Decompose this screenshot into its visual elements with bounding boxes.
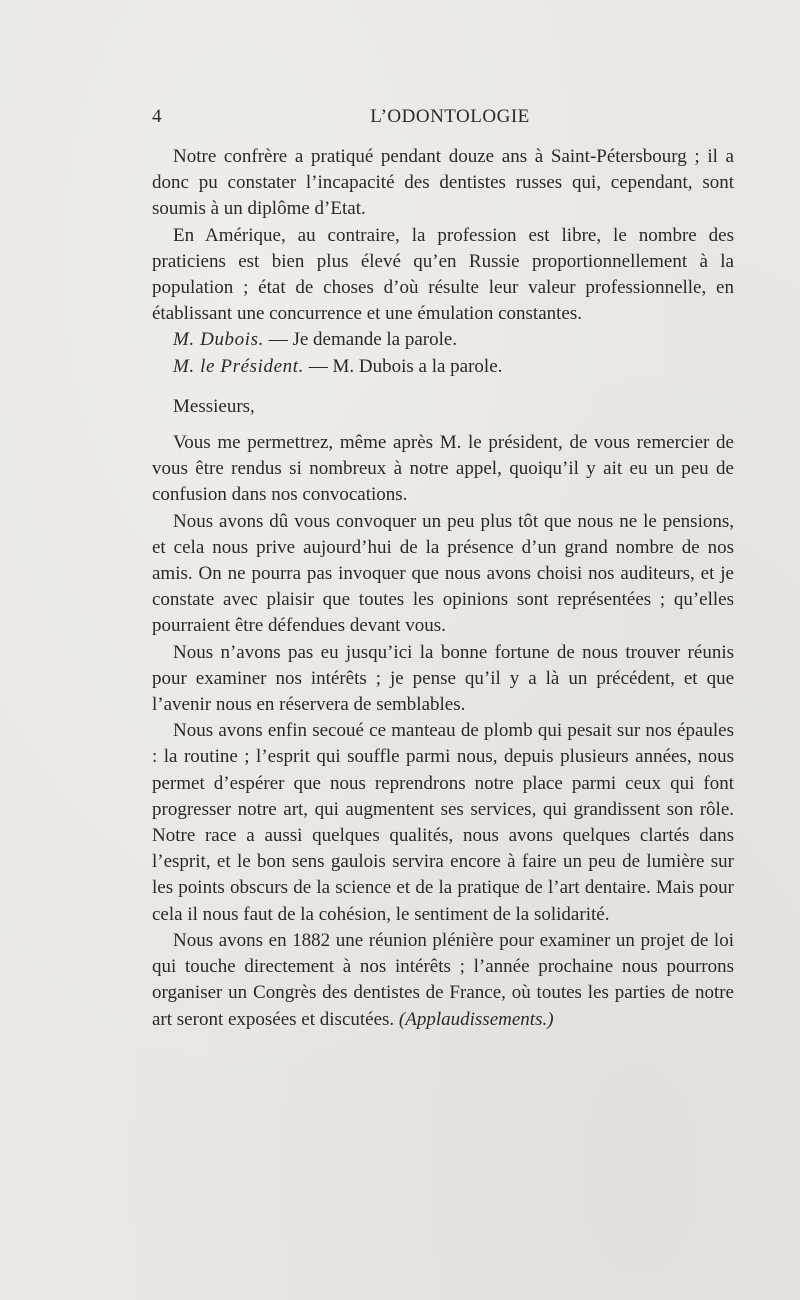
speech-paragraph: Vous me permettrez, même après M. le président, de vous remercier de vous être rendus si nombreux à notre appel, quoiqu’il y ait eu un peu de confusion dans nos convocations.: [152, 432, 734, 506]
speech-paragraph: Nous avons enfin secoué ce manteau de plomb qui pesait sur nos épaules : la routine ; l’esprit qui souffle parmi nous, depuis plusieurs années, nous permet d’espérer que nous reprendrons notre place parmi ceux qui font progresser notre art, qui augmentent ses services, qui grandissent son rôle. Notre race a aussi quelques qualités, nous avons quelques clartés dans l’esprit, et le bon sens gaulois servira encore à faire un peu de lumière sur les points obscurs de la science et de la pratique de l’art dentaire. Mais pour cela il nous faut de la cohésion, le sentiment de la solidarité.: [152, 720, 734, 925]
paragraph: En Amérique, au contraire, la profession est libre, le nombre des praticiens est bien plus élevé qu’en Russie proportionnellement à la population ; état de choses d’où résulte leur valeur professionnelle, en établissant une concurrence et une émulation constantes.: [152, 224, 734, 325]
paragraph: Notre confrère a pratiqué pendant douze ans à Saint-Pétersbourg ; il a donc pu constater l’incapacité des dentistes russes qui, cependant, sont soumis à un diplôme d’Etat.: [152, 146, 734, 220]
speaker-text: — M. Dubois a la parole.: [303, 355, 503, 377]
speaker-name: M. Dubois.: [173, 329, 264, 351]
speaker-name: M. le Président.: [173, 355, 304, 377]
speech-paragraph: Nous n’avons pas eu jusqu’ici la bonne fortune de nous trouver réunis pour examiner nos intérêts ; je pense qu’il y a là un précédent, et que l’avenir nous en réservera de semblables.: [152, 641, 734, 716]
page-number: 4: [152, 106, 162, 127]
body-text: [152, 144, 734, 1033]
applause-note: (Applaudissements.): [398, 1008, 554, 1030]
running-title: L’ODONTOLOGIE: [370, 106, 530, 127]
salutation: Messieurs,: [173, 395, 255, 417]
closing-text: Nous avons en 1882 une réunion plénière pour examiner un projet de loi qui touche directement à nos intérêts ; l’année prochaine nous pourrons organiser un Congrès des dentistes de France, où toutes les parties de notre art seront exposées et discutées.: [152, 929, 734, 1030]
closing-paragraph: [152, 928, 734, 1033]
page-header: [152, 106, 728, 132]
speaker-text: — Je demande la parole.: [263, 329, 458, 351]
speech-paragraph: Nous avons dû vous convoquer un peu plus tôt que nous ne le pensions, et cela nous prive aujourd’hui de la présence d’un grand nombre de nos amis. On ne pourra pas invoquer que nous avons choisi nos auditeurs, et je constate avec plaisir que toutes les opinions sont représentées ; qu’elles pourraient être défendues devant vous.: [152, 510, 734, 637]
exchange-line: [152, 327, 734, 353]
exchange-line: [152, 354, 734, 380]
